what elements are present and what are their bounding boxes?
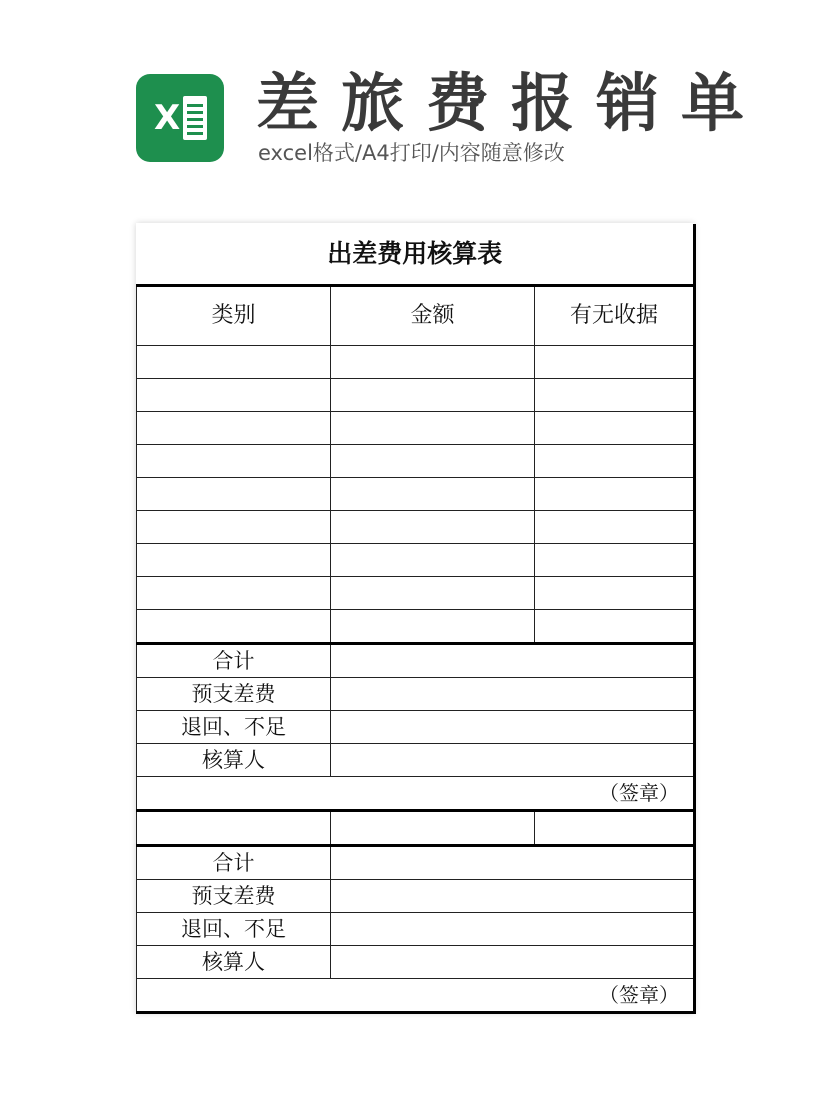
- table-title: 出差费用核算表: [137, 224, 695, 286]
- amount-cell[interactable]: [331, 811, 535, 846]
- table-title-row: [137, 224, 695, 286]
- amount-cell[interactable]: [331, 379, 535, 412]
- page-subtitle: excel格式/A4打印/内容随意修改: [258, 141, 565, 165]
- category-cell[interactable]: [137, 577, 331, 610]
- value-total[interactable]: [331, 644, 695, 678]
- value-accountant[interactable]: [331, 744, 695, 777]
- signature-label: （签章）: [137, 979, 695, 1013]
- table-header-row: [137, 286, 695, 346]
- receipt-cell[interactable]: [535, 544, 695, 577]
- table-row: [137, 610, 695, 644]
- summary-row-advance: [137, 880, 695, 913]
- summary-row-accountant: [137, 946, 695, 979]
- table-row: [137, 544, 695, 577]
- logo-sheet-shape: [183, 96, 207, 140]
- table-row: [137, 379, 695, 412]
- table-row: [137, 478, 695, 511]
- page-title: 差旅费报销单: [256, 67, 766, 140]
- expense-table: [136, 224, 696, 1014]
- label-total: 合计: [137, 644, 331, 678]
- category-cell[interactable]: [137, 445, 331, 478]
- label-accountant: 核算人: [137, 946, 331, 979]
- value-accountant[interactable]: [331, 946, 695, 979]
- receipt-cell[interactable]: [535, 445, 695, 478]
- amount-cell[interactable]: [331, 544, 535, 577]
- category-cell[interactable]: [137, 811, 331, 846]
- signature-row: [137, 777, 695, 811]
- receipt-cell[interactable]: [535, 811, 695, 846]
- table-row: [137, 577, 695, 610]
- column-header-receipt: 有无收据: [535, 286, 695, 346]
- category-cell[interactable]: [137, 346, 331, 379]
- receipt-cell[interactable]: [535, 478, 695, 511]
- summary-row-refund: [137, 913, 695, 946]
- receipt-cell[interactable]: [535, 577, 695, 610]
- amount-cell[interactable]: [331, 478, 535, 511]
- table-row: [137, 445, 695, 478]
- summary-row-total: [137, 846, 695, 880]
- value-refund[interactable]: [331, 913, 695, 946]
- summary-row-refund: [137, 711, 695, 744]
- category-cell[interactable]: [137, 478, 331, 511]
- value-refund[interactable]: [331, 711, 695, 744]
- summary-row-accountant: [137, 744, 695, 777]
- label-accountant: 核算人: [137, 744, 331, 777]
- label-refund: 退回、不足: [137, 913, 331, 946]
- receipt-cell[interactable]: [535, 346, 695, 379]
- amount-cell[interactable]: [331, 412, 535, 445]
- table-row: [137, 811, 695, 846]
- value-advance[interactable]: [331, 678, 695, 711]
- receipt-cell[interactable]: [535, 610, 695, 644]
- amount-cell[interactable]: [331, 346, 535, 379]
- label-total: 合计: [137, 846, 331, 880]
- amount-cell[interactable]: [331, 511, 535, 544]
- category-cell[interactable]: [137, 511, 331, 544]
- label-refund: 退回、不足: [137, 711, 331, 744]
- signature-label: （签章）: [137, 777, 695, 811]
- excel-logo-icon: [136, 74, 224, 162]
- category-cell[interactable]: [137, 379, 331, 412]
- value-advance[interactable]: [331, 880, 695, 913]
- label-advance: 预支差费: [137, 880, 331, 913]
- column-header-category: 类别: [137, 286, 331, 346]
- amount-cell[interactable]: [331, 445, 535, 478]
- category-cell[interactable]: [137, 544, 331, 577]
- amount-cell[interactable]: [331, 610, 535, 644]
- receipt-cell[interactable]: [535, 412, 695, 445]
- logo-letter: X: [154, 98, 181, 138]
- receipt-cell[interactable]: [535, 511, 695, 544]
- table-row: [137, 412, 695, 445]
- category-cell[interactable]: [137, 610, 331, 644]
- amount-cell[interactable]: [331, 577, 535, 610]
- summary-row-advance: [137, 678, 695, 711]
- signature-row: [137, 979, 695, 1013]
- summary-row-total: [137, 644, 695, 678]
- receipt-cell[interactable]: [535, 379, 695, 412]
- table-row: [137, 346, 695, 379]
- category-cell[interactable]: [137, 412, 331, 445]
- table-row: [137, 511, 695, 544]
- label-advance: 预支差费: [137, 678, 331, 711]
- column-header-amount: 金额: [331, 286, 535, 346]
- value-total[interactable]: [331, 846, 695, 880]
